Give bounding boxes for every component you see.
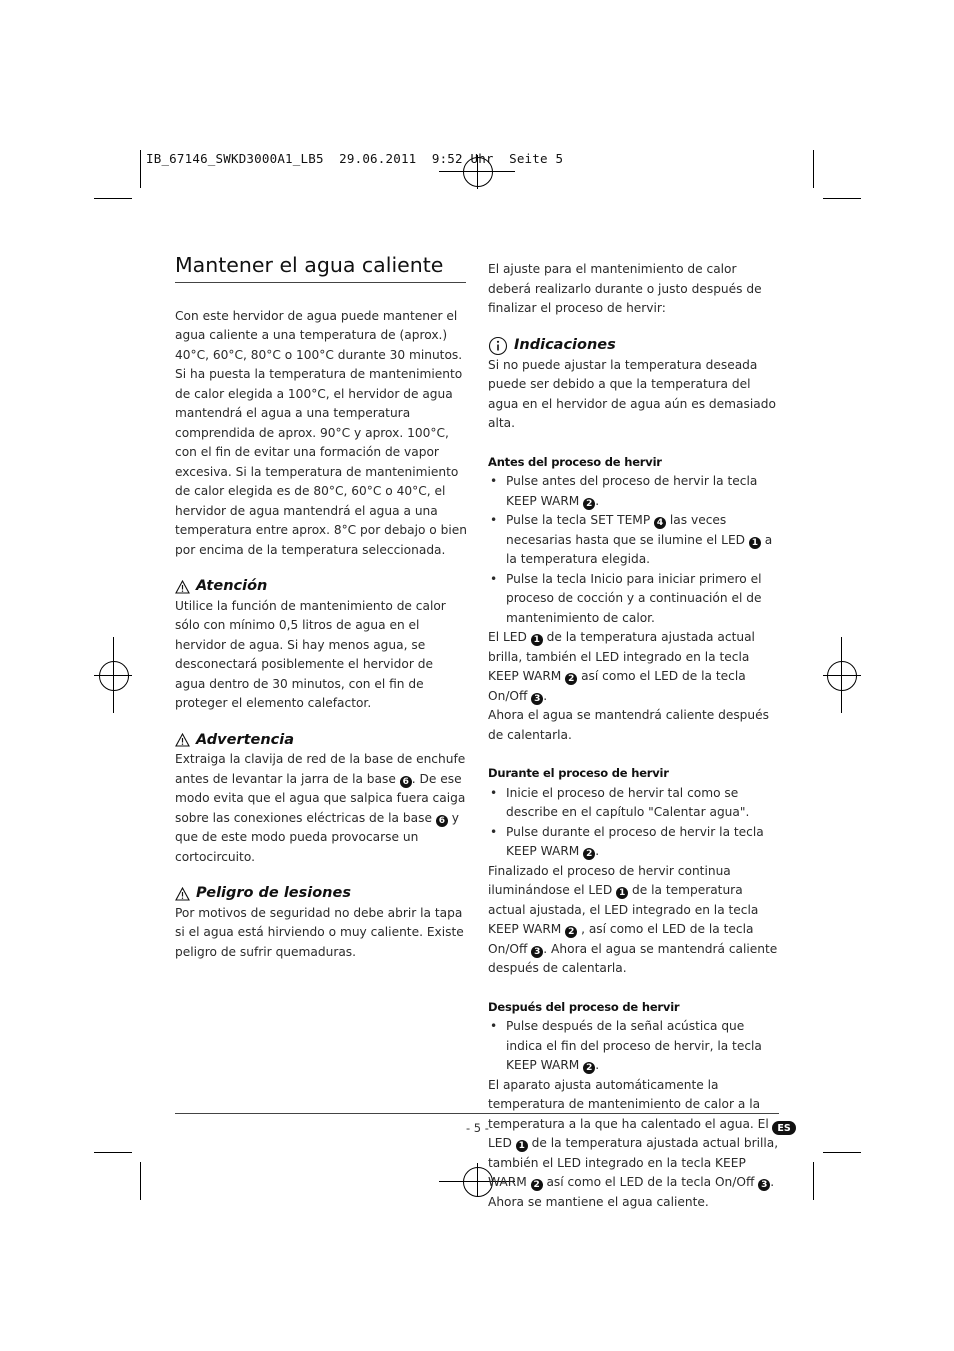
list-item: • Pulse antes del proceso de hervir la tecla KEEP WARM 2 . (488, 472, 780, 511)
antes-paragraph-2: Ahora el agua se mantendrá caliente después de calentarla. (488, 708, 769, 742)
atencion-heading: Atención (175, 577, 467, 597)
crop-mark (823, 198, 861, 199)
registration-mark (99, 661, 129, 691)
callout-1-icon: 1 (516, 1140, 528, 1152)
durante-heading: Durante el proceso de hervir (488, 766, 669, 780)
crop-mark (813, 150, 814, 188)
list-item: • Pulse la tecla Inicio para iniciar primero el proceso de cocción y a continuación el de mantenimiento de calor. (488, 570, 780, 629)
callout-6-icon: 6 (436, 815, 448, 827)
list-item: • Inicie el proceso de hervir tal como se describe en el capítulo "Calentar agua". (488, 784, 780, 823)
warning-icon (175, 733, 190, 747)
callout-3-icon: 3 (758, 1179, 770, 1191)
callout-1-icon: 1 (531, 634, 543, 646)
left-column (175, 253, 467, 962)
callout-2-icon: 2 (583, 1062, 595, 1074)
crop-mark (94, 1152, 132, 1153)
peligro-text: Por motivos de seguridad no debe abrir la tapa si el agua está hirviendo o muy caliente. Existe peligro de sufrir quemaduras. (175, 905, 464, 959)
warning-icon (175, 887, 190, 901)
list-item: • Pulse la tecla SET TEMP 4 las veces necesarias hasta que se ilumine el LED 1 a la temperatura elegida. (488, 511, 780, 570)
page-title: Mantener el agua caliente (175, 253, 444, 277)
durante-paragraph: Finalizado el proceso de hervir continua iluminándose el LED 1 de la temperatura actual ajustada, el LED integrado en la tecla KEEP WARM 2 , así como el LED de la tecla On/Off 3 . Ahora el agua se mantendrá caliente después de calentarla. (488, 863, 778, 975)
language-badge: ES (772, 1121, 796, 1135)
crop-mark (94, 198, 132, 199)
despues-paragraph: El aparato ajusta automáticamente la temperatura de mantenimiento de calor a la temperatura a la que ha calentado el agua. El LED 1 de la temperatura ajustada actual brilla, también el LED integrado en la tecla KEEP WARM 2 así como el LED de la tecla On/Off 3 . Ahora se mantiene el agua caliente. (488, 1077, 779, 1209)
despues-list (488, 1017, 780, 1076)
warning-icon (175, 580, 190, 594)
callout-3-icon: 3 (531, 693, 543, 705)
info-icon (488, 336, 508, 356)
callout-1-icon: 1 (616, 887, 628, 899)
callout-2-icon: 2 (531, 1179, 543, 1191)
advertencia-text: Extraiga la clavija de red de la base de enchufe antes de levantar la jarra de la base 6 . De ese modo evita que el agua que salpica fuera caiga sobre las conexiones eléctricas de la base 6 y que de este modo pueda provocarse un cortocircuito. (175, 752, 466, 864)
antes-heading: Antes del proceso de hervir (488, 454, 662, 469)
list-item: • Pulse después de la señal acústica que indica el fin del proceso de hervir, la tecla KEEP WARM 2 . (488, 1017, 780, 1076)
callout-3-icon: 3 (531, 946, 543, 958)
callout-4-icon: 4 (654, 517, 666, 529)
callout-1-icon: 1 (749, 537, 761, 549)
registration-mark (827, 661, 857, 691)
page-number: - 5 - (466, 1121, 489, 1135)
footer-rule (175, 1113, 779, 1114)
crop-mark (140, 150, 141, 188)
right-column (488, 260, 780, 1212)
callout-2-icon: 2 (583, 498, 595, 510)
atencion-text: Utilice la función de mantenimiento de calor sólo con mínimo 0,5 litros de agua en el hervidor de agua. Si hay menos agua, se desconectará posiblemente el hervidor de agua dentro de 30 minutos, con el fin de proteger el elemento calefactor. (175, 598, 446, 710)
antes-list (488, 472, 780, 628)
title-rule (175, 282, 466, 283)
durante-list (488, 784, 780, 862)
indicaciones-text: Si no puede ajustar la temperatura deseada puede ser debido a que la temperatura del agua en el hervidor de agua aún es demasiado alta. (488, 357, 776, 430)
registration-line (841, 637, 842, 713)
callout-2-icon: 2 (583, 848, 595, 860)
registration-line (823, 675, 861, 676)
crop-mark (823, 1152, 861, 1153)
crop-mark (140, 1162, 141, 1200)
registration-line (113, 637, 114, 713)
peligro-heading: Peligro de lesiones (175, 884, 467, 904)
callout-2-icon: 2 (565, 926, 577, 938)
advertencia-heading: Advertencia (175, 731, 467, 751)
crop-mark (813, 1162, 814, 1200)
list-item: • Pulse durante el proceso de hervir la tecla KEEP WARM 2 . (488, 823, 780, 862)
indicaciones-heading: Indicaciones (488, 336, 780, 356)
despues-heading: Después del proceso de hervir (488, 999, 680, 1014)
callout-2-icon: 2 (565, 673, 577, 685)
registration-line (477, 1163, 478, 1197)
antes-paragraph: El LED 1 de la temperatura ajustada actual brilla, también el LED integrado en la tecla KEEP WARM 2 así como el LED de la tecla On/Off 3 . (488, 630, 755, 704)
right-intro: El ajuste para el mantenimiento de calor deberá realizarlo durante o justo después de finalizar el proceso de hervir: (488, 262, 762, 315)
callout-6-icon: 6 (400, 776, 412, 788)
intro-paragraph: Con este hervidor de agua puede mantener el agua caliente a una temperatura de (aprox.) 40°C, 60°C, 80°C o 100°C durante 30 minutos. Si ha puesta la temperatura de mantenimiento de calor elegida a 100°C, el hervidor de agua mantendrá el agua a una temperatura comprendida de aprox. 90°C y aprox. 100°C, con el fin de evitar una formación de vapor excesiva. Si la temperatura de mantenimiento de calor elegida es de 80°C, 60°C o 40°C, el hervidor de agua mantendrá el agua a una temperatura entre aprox. 8°C por debajo o bien por encima de la temperatura seleccionada. (175, 308, 467, 557)
print-slug: IB_67146_SWKD3000A1_LB5 29.06.2011 9:52 Uhr Seite 5 (146, 151, 564, 166)
